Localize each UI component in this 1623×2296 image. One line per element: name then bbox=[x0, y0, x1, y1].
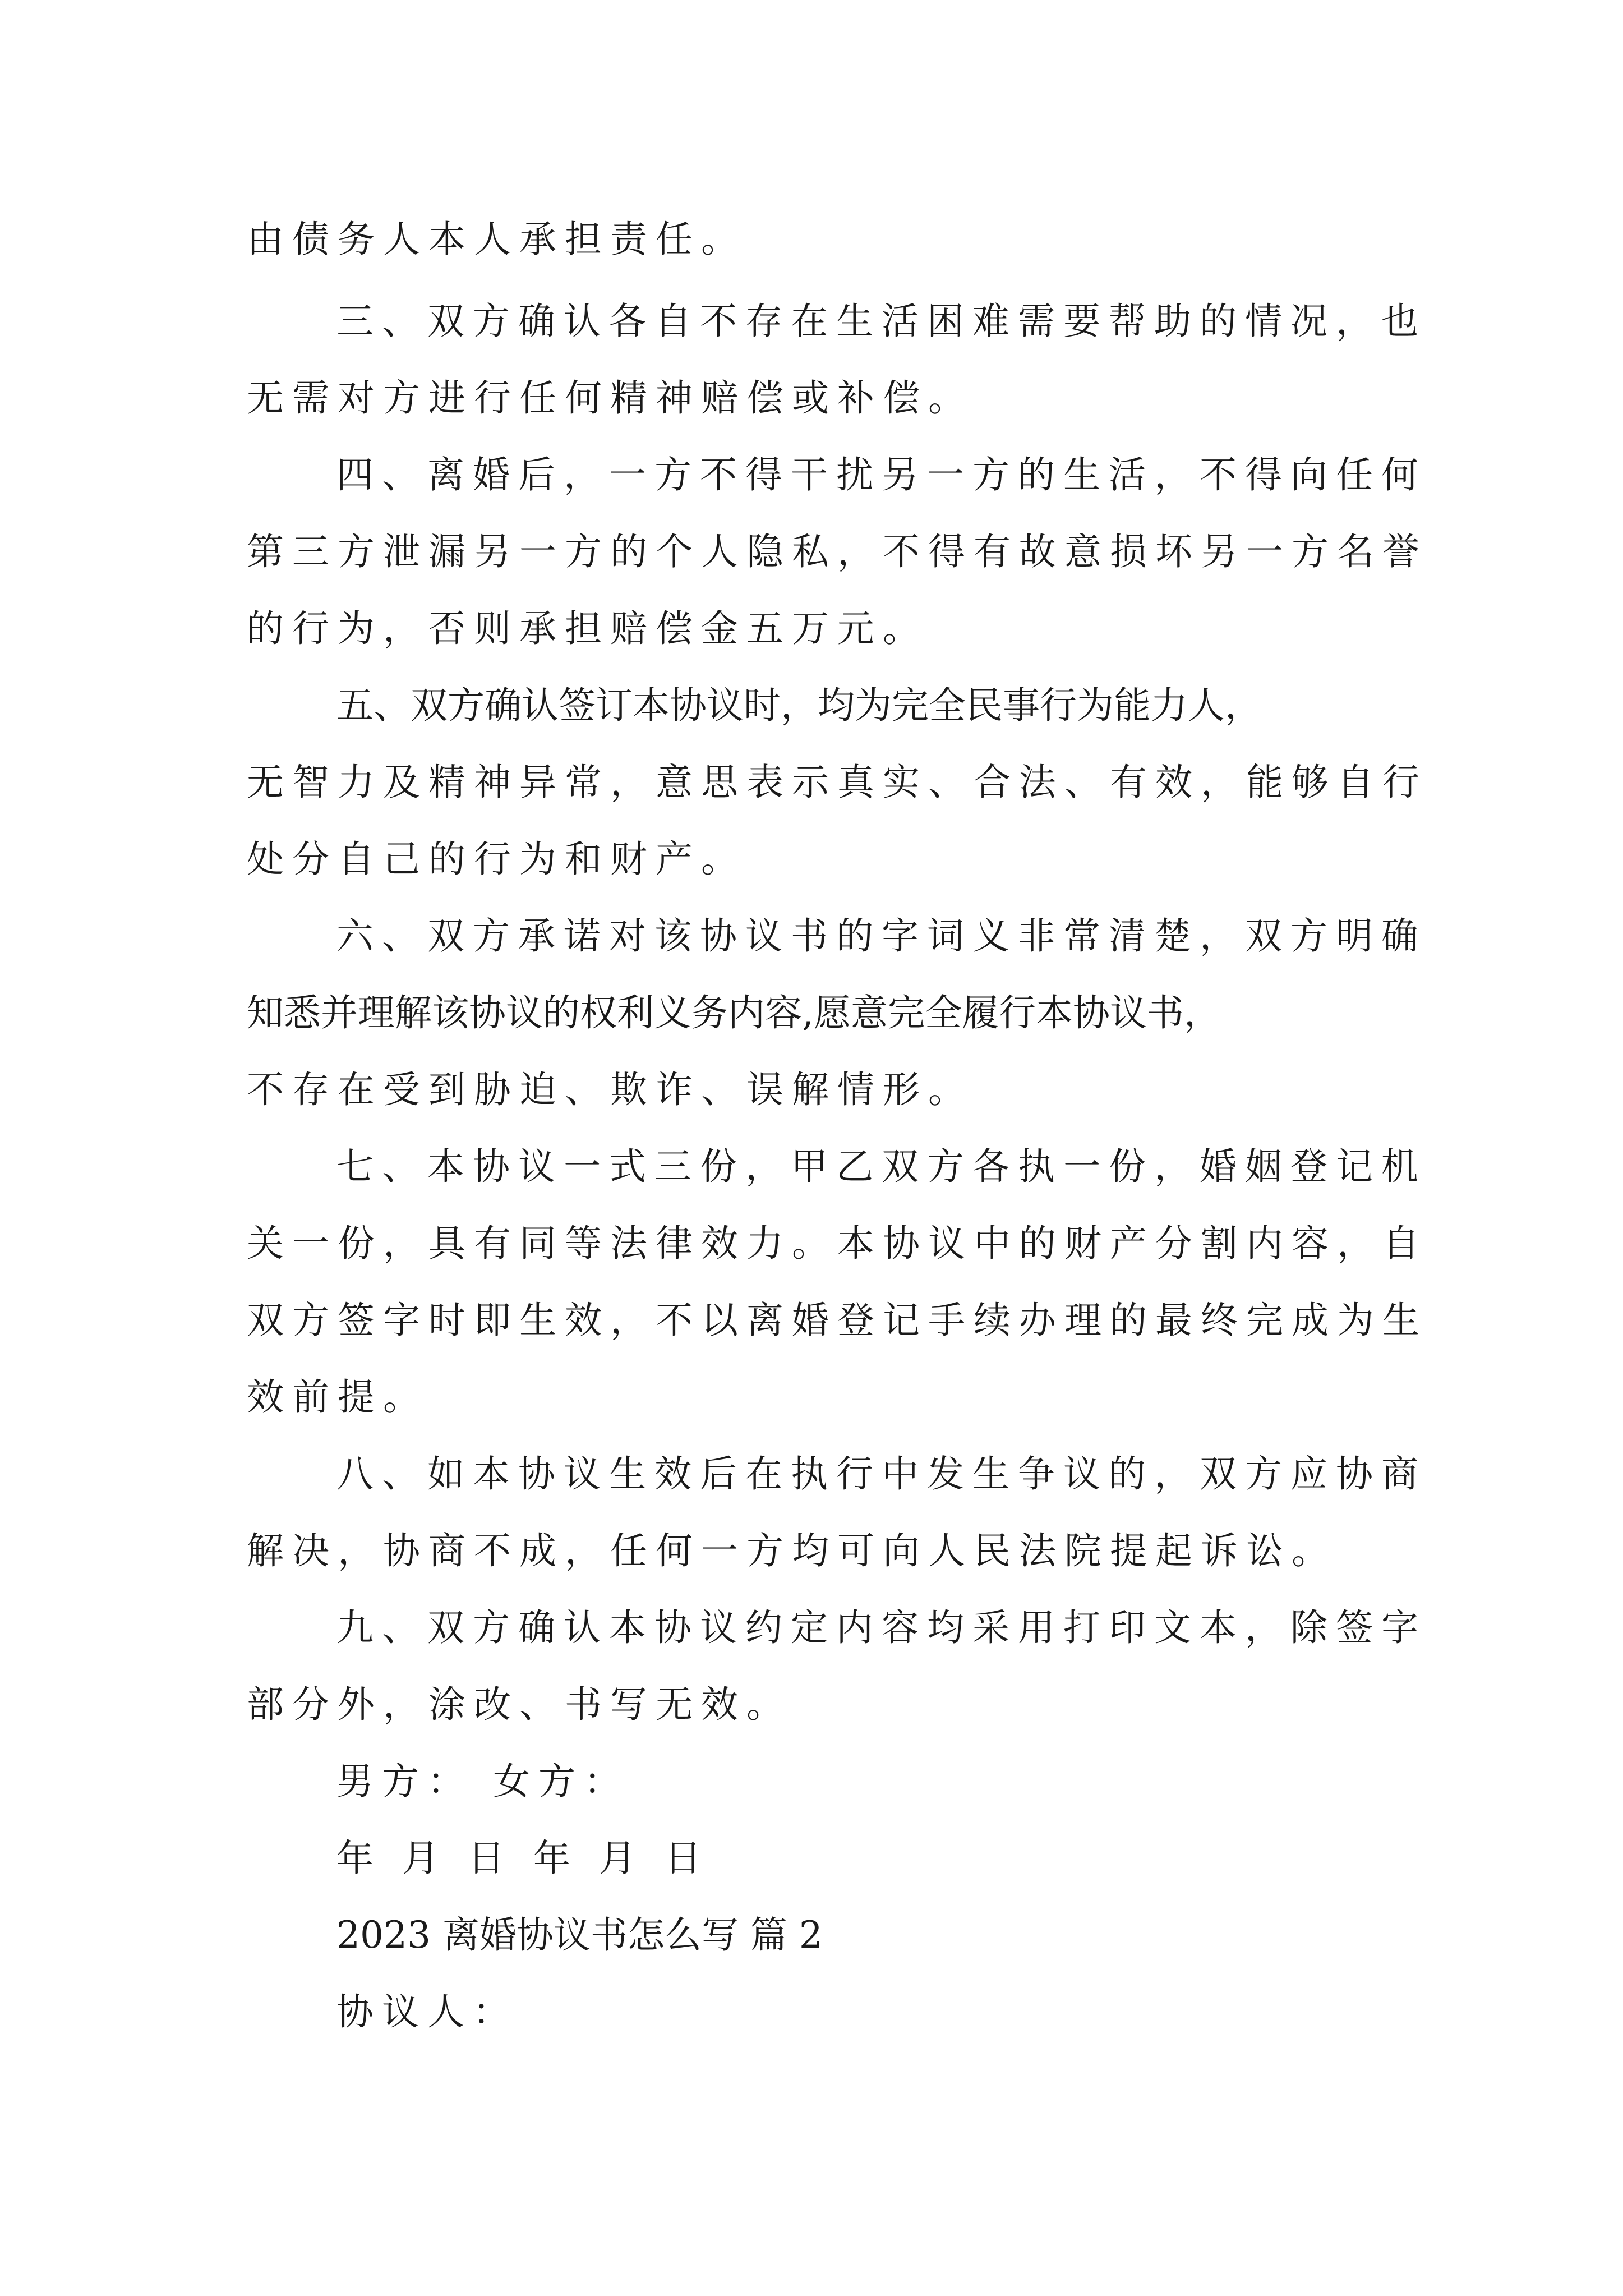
clause-5-line-1: 五、双方确认签订本协议时，均为完全民事行为能力人， bbox=[336, 684, 1262, 727]
clause-5-line-2: 无智力及精神异常，意思表示真实、合法、有效，能够自行 bbox=[247, 761, 1428, 804]
clause-3-line-2: 无需对方进行任何精神赔偿或补偿。 bbox=[247, 376, 974, 420]
signature-parties: 男方： 女方： bbox=[336, 1760, 629, 1803]
clause-7-line-4: 效前提。 bbox=[247, 1375, 428, 1419]
paragraph-line: 由债务人本人承担责任。 bbox=[247, 218, 746, 261]
clause-7-line-3: 双方签字时即生效，不以离婚登记手续办理的最终完成为生 bbox=[247, 1299, 1428, 1342]
party-label: 协议人： bbox=[336, 1990, 518, 2033]
clause-6-line-1: 六、双方承诺对该协议书的字词义非常清楚，双方明确 bbox=[336, 914, 1427, 958]
clause-4-line-1: 四、离婚后，一方不得干扰另一方的生活，不得向任何 bbox=[336, 453, 1427, 496]
clause-9-line-1: 九、双方确认本协议约定内容均采用打印文本，除签字 bbox=[336, 1606, 1427, 1649]
clause-4-line-3: 的行为，否则承担赔偿金五万元。 bbox=[247, 607, 928, 650]
clause-6-line-2: 知悉并理解该协议的权利义务内容,愿意完全履行本协议书， bbox=[247, 991, 1221, 1034]
section-heading: 2023 离婚协议书怎么写 篇 2 bbox=[336, 1913, 823, 1957]
clause-9-line-2: 部分外，涂改、书写无效。 bbox=[247, 1683, 792, 1726]
clause-6-line-3: 不存在受到胁迫、欺诈、误解情形。 bbox=[247, 1068, 974, 1111]
clause-8-line-2: 解决，协商不成，任何一方均可向人民法院提起诉讼。 bbox=[247, 1529, 1337, 1572]
clause-7-line-2: 关一份，具有同等法律效力。本协议中的财产分割内容，自 bbox=[247, 1222, 1428, 1265]
clause-8-line-1: 八、如本协议生效后在执行中发生争议的，双方应协商 bbox=[336, 1452, 1427, 1496]
clause-5-line-3: 处分自己的行为和财产。 bbox=[247, 838, 746, 881]
clause-7-line-1: 七、本协议一式三份，甲乙双方各执一份，婚姻登记机 bbox=[336, 1145, 1427, 1188]
clause-3-line-1: 三、双方确认各自不存在生活困难需要帮助的情况，也 bbox=[336, 300, 1427, 343]
signature-dates: 年 月 日 年 月 日 bbox=[336, 1837, 710, 1880]
clause-4-line-2: 第三方泄漏另一方的个人隐私，不得有故意损坏另一方名誉 bbox=[247, 530, 1428, 573]
